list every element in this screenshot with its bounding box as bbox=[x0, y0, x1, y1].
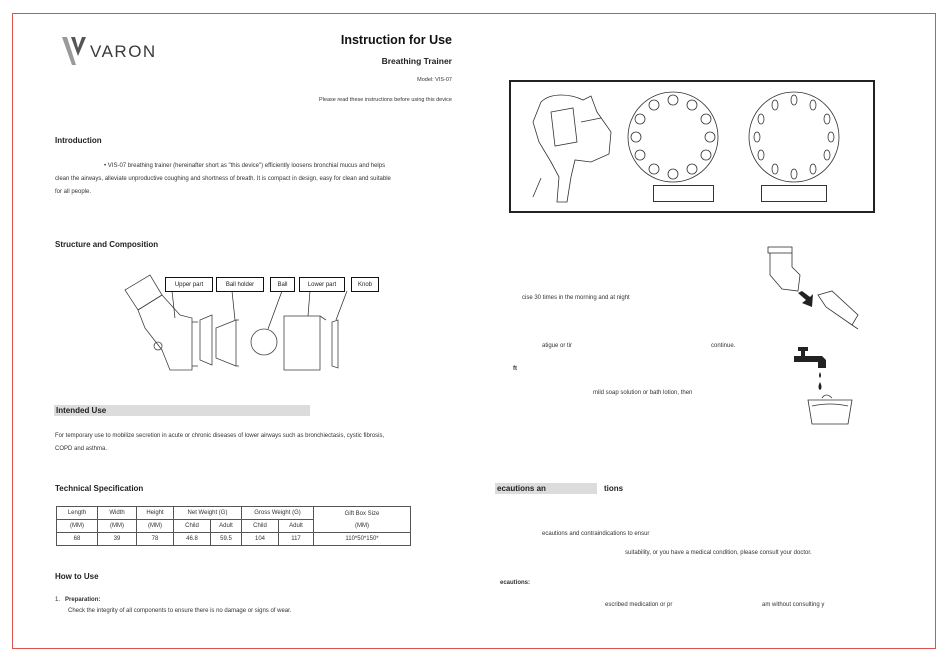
header-net-child: Child bbox=[174, 520, 211, 533]
label-upper-part: Upper part bbox=[165, 277, 213, 292]
how-to-use-step-1 bbox=[55, 594, 475, 618]
cell-width: 39 bbox=[98, 533, 137, 546]
brand-name: VARON bbox=[90, 42, 157, 61]
header-gift-box-unit: (MM) bbox=[355, 522, 369, 529]
intro-line-3: for all people. bbox=[55, 189, 92, 195]
ball-holder-drawing bbox=[200, 315, 239, 366]
arrow-icon bbox=[798, 291, 813, 307]
intended-use-text bbox=[55, 430, 475, 456]
label-knob: Knob bbox=[351, 277, 379, 292]
document-subtitle: Breathing Trainer bbox=[381, 56, 452, 66]
precautions-heading-part-1: ecautions an bbox=[495, 483, 597, 494]
how-to-use-heading: How to Use bbox=[55, 572, 99, 581]
introduction-text bbox=[55, 160, 475, 199]
knob-drawing bbox=[332, 320, 338, 368]
intended-line-2: COPD and asthma. bbox=[55, 446, 108, 452]
header-gift-box-label: Gift Box Size bbox=[344, 510, 380, 517]
model-number: Model: VIS-07 bbox=[417, 77, 452, 83]
header-gift-box bbox=[314, 507, 411, 533]
fragment-ft: ft bbox=[513, 366, 517, 372]
precautions-line-1: ecautions and contraindications to ensur bbox=[542, 531, 650, 537]
cell-gross-child: 104 bbox=[242, 533, 279, 546]
cell-length: 68 bbox=[57, 533, 98, 546]
cell-net-child: 46.8 bbox=[174, 533, 211, 546]
bullet: • bbox=[104, 163, 107, 169]
step-number: 1. bbox=[55, 597, 61, 603]
introduction-heading: Introduction bbox=[55, 136, 102, 145]
cell-height: 78 bbox=[137, 533, 174, 546]
cell-gross-adult: 117 bbox=[279, 533, 314, 546]
unit-length: (MM) bbox=[57, 520, 98, 533]
cell-gift-box: 110*50*150* bbox=[314, 533, 411, 546]
intended-use-heading: Intended Use bbox=[54, 405, 310, 416]
header-gross-child: Child bbox=[242, 520, 279, 533]
header-gross-weight: Gross Weight (G) bbox=[242, 507, 314, 520]
step-text: Check the integrity of all components to ensure there is no damage or signs of wear. bbox=[68, 608, 292, 614]
unit-width: (MM) bbox=[98, 520, 137, 533]
header-gross-adult: Adult bbox=[279, 520, 314, 533]
brand-logo bbox=[60, 34, 170, 68]
structure-heading: Structure and Composition bbox=[55, 240, 159, 249]
dial-1-icon bbox=[628, 92, 718, 182]
medication-text: escribed medication or pr bbox=[605, 602, 673, 608]
varon-logo-icon bbox=[60, 34, 90, 68]
cell-net-adult: 59.5 bbox=[211, 533, 242, 546]
water-tap-icon bbox=[794, 347, 826, 390]
precautions-sub-heading: ecautions: bbox=[500, 580, 531, 586]
precautions-line-2: suitability, or you have a medical condition, please consult your doctor. bbox=[625, 550, 812, 556]
spec-table bbox=[56, 506, 411, 546]
fatigue-text: atigue or tir bbox=[542, 343, 573, 349]
header-width: Width bbox=[98, 507, 137, 520]
label-lower-part: Lower part bbox=[299, 277, 345, 292]
document-title: Instruction for Use bbox=[340, 33, 452, 47]
read-notice: Please read these instructions before using this device bbox=[319, 97, 452, 103]
basin-icon bbox=[808, 395, 852, 424]
label-ball-holder: Ball holder bbox=[216, 277, 264, 292]
spec-heading: Technical Specification bbox=[55, 484, 144, 493]
table-row bbox=[57, 533, 411, 546]
device-disassembly-icon bbox=[760, 245, 870, 330]
precautions-heading-part-2: tions bbox=[604, 484, 624, 493]
dial-1-caption-box bbox=[653, 185, 714, 202]
exercise-text: cise 30 times in the morning and at night bbox=[522, 295, 630, 301]
lower-part-drawing bbox=[284, 316, 326, 370]
header-height: Height bbox=[137, 507, 174, 520]
intro-line-2: clean the airways, alleviate unproductive coughing and shortness of breath. It is compact in design, easy for clean and suitable bbox=[55, 176, 391, 182]
dial-2-icon bbox=[749, 92, 839, 182]
soap-text: mild soap solution or bath lotion, then bbox=[593, 390, 693, 396]
consulting-text: am without consulting y bbox=[762, 602, 825, 608]
usage-figure bbox=[509, 80, 875, 213]
dial-2-caption-box bbox=[761, 185, 827, 202]
intro-line-1: VIS-07 breathing trainer (hereinafter short as "this device") efficiently loosens bronchial mucus and helps bbox=[107, 163, 386, 169]
ball-drawing bbox=[251, 329, 277, 355]
header-net-adult: Adult bbox=[211, 520, 242, 533]
hand-holding-device-icon bbox=[533, 95, 611, 202]
step-title: Preparation: bbox=[65, 597, 101, 603]
header-length: Length bbox=[57, 507, 98, 520]
unit-height: (MM) bbox=[137, 520, 174, 533]
continue-text: continue. bbox=[711, 343, 736, 349]
intended-line-1: For temporary use to mobilize secretion in acute or chronic diseases of lower airways such as bronchiectasis, cystic fibrosis, bbox=[55, 433, 385, 439]
label-ball: Ball bbox=[270, 277, 295, 292]
tap-and-basin-icon bbox=[790, 342, 860, 427]
header-net-weight: Net Weight (G) bbox=[174, 507, 242, 520]
